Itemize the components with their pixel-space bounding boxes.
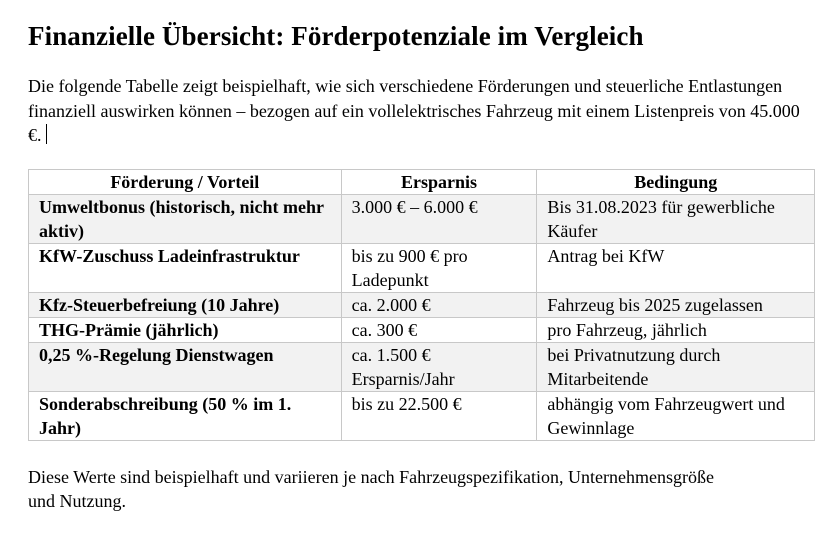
document-page	[28, 18, 818, 514]
cell-savings: ca. 300 €	[341, 317, 537, 342]
text-cursor	[46, 124, 47, 144]
cell-condition: Fahrzeug bis 2025 zugelassen	[537, 292, 815, 317]
cell-savings: ca. 1.500 € Ersparnis/Jahr	[341, 342, 537, 391]
page-title: Finanzielle Übersicht: Förderpotenziale im Vergleich	[28, 21, 644, 51]
cell-feature: Umweltbonus (historisch, nicht mehr aktiv)	[29, 194, 342, 243]
cell-condition: pro Fahrzeug, jährlich	[537, 317, 815, 342]
table-row	[29, 342, 815, 391]
cell-feature: Sonderabschreibung (50 % im 1. Jahr)	[29, 391, 342, 440]
cell-savings: bis zu 900 € pro Ladepunkt	[341, 243, 537, 292]
cell-feature: Kfz-Steuerbefreiung (10 Jahre)	[29, 292, 342, 317]
header-condition: Bedingung	[537, 169, 815, 194]
table-row	[29, 391, 815, 440]
cell-savings: 3.000 € – 6.000 €	[341, 194, 537, 243]
table-row	[29, 194, 815, 243]
table-row	[29, 292, 815, 317]
header-savings: Ersparnis	[341, 169, 537, 194]
cell-condition: Antrag bei KfW	[537, 243, 815, 292]
cell-savings: bis zu 22.500 €	[341, 391, 537, 440]
cell-feature: THG-Prämie (jährlich)	[29, 317, 342, 342]
table-row	[29, 243, 815, 292]
header-feature: Förderung / Vorteil	[29, 169, 342, 194]
cell-feature: 0,25 %-Regelung Dienstwagen	[29, 342, 342, 391]
table-row	[29, 317, 815, 342]
intro-paragraph[interactable]	[28, 74, 808, 148]
cell-savings: ca. 2.000 €	[341, 292, 537, 317]
footnote-paragraph: Diese Werte sind beispielhaft und variieren je nach Fahrzeugspezifikation, Unternehmensgröße und Nutzung.	[28, 466, 714, 511]
funding-comparison-table	[28, 169, 815, 441]
cell-condition: bei Privatnutzung durch Mitarbeitende	[537, 342, 815, 391]
table-header-row	[29, 169, 815, 194]
cell-condition: Bis 31.08.2023 für gewerbliche Käufer	[537, 194, 815, 243]
cell-condition: abhängig vom Fahrzeugwert und Gewinnlage	[537, 391, 815, 440]
intro-text: Die folgende Tabelle zeigt beispielhaft, wie sich verschiedene Förderungen und steuerliche Entlastungen finanziell auswirken können – bezogen auf ein vollelektrisches Fahrzeug mit einem Listenpreis von 45.000 €.	[28, 76, 800, 145]
cell-feature: KfW-Zuschuss Ladeinfrastruktur	[29, 243, 342, 292]
